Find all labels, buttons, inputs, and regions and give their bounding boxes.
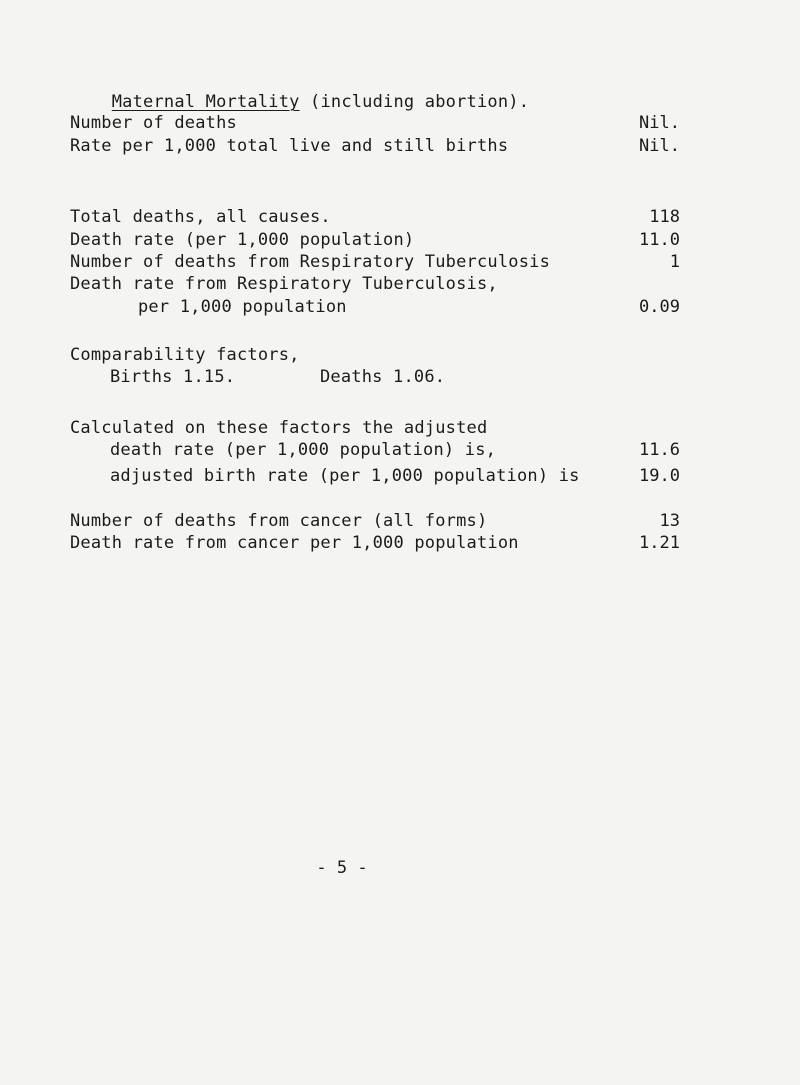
maternal-deaths-label: Number of deaths — [70, 113, 237, 133]
resp-tb-deaths-value: 1 — [669, 252, 680, 272]
comparability-deaths: Deaths 1.06. — [320, 367, 446, 387]
adjusted-birth-rate-label: adjusted birth rate (per 1,000 population) is — [110, 466, 580, 486]
maternal-rate-value: Nil. — [639, 136, 680, 156]
adjusted-intro: Calculated on these factors the adjusted — [70, 418, 488, 438]
adjusted-death-rate-label: death rate (per 1,000 population) is, — [110, 440, 497, 460]
page-number: - 5 - — [316, 858, 368, 878]
heading-suffix: (including abortion). — [299, 92, 530, 112]
total-deaths-label: Total deaths, all causes. — [70, 207, 331, 227]
maternal-rate-label: Rate per 1,000 total live and still births — [70, 136, 509, 156]
heading-title: Maternal Mortality — [111, 92, 300, 112]
adjusted-death-rate-value: 11.6 — [639, 440, 680, 460]
total-deaths-value: 118 — [649, 207, 680, 227]
death-rate-value: 11.0 — [639, 230, 680, 250]
cancer-deaths-label: Number of deaths from cancer (all forms) — [70, 511, 488, 531]
cancer-deaths-value: 13 — [659, 511, 680, 531]
cancer-rate-value: 1.21 — [639, 533, 680, 553]
death-rate-label: Death rate (per 1,000 population) — [70, 230, 415, 250]
comparability-births: Births 1.15. — [110, 367, 236, 387]
resp-tb-deaths-label: Number of deaths from Respiratory Tuberculosis — [70, 252, 551, 272]
comparability-label: Comparability factors, — [70, 345, 300, 365]
adjusted-birth-rate-value: 19.0 — [639, 466, 680, 486]
resp-tb-rate-label-2: per 1,000 population — [138, 297, 347, 317]
cancer-rate-label: Death rate from cancer per 1,000 population — [70, 533, 519, 553]
resp-tb-rate-value: 0.09 — [639, 297, 680, 317]
resp-tb-rate-label-1: Death rate from Respiratory Tuberculosis, — [70, 274, 498, 294]
maternal-deaths-value: Nil. — [639, 113, 680, 133]
